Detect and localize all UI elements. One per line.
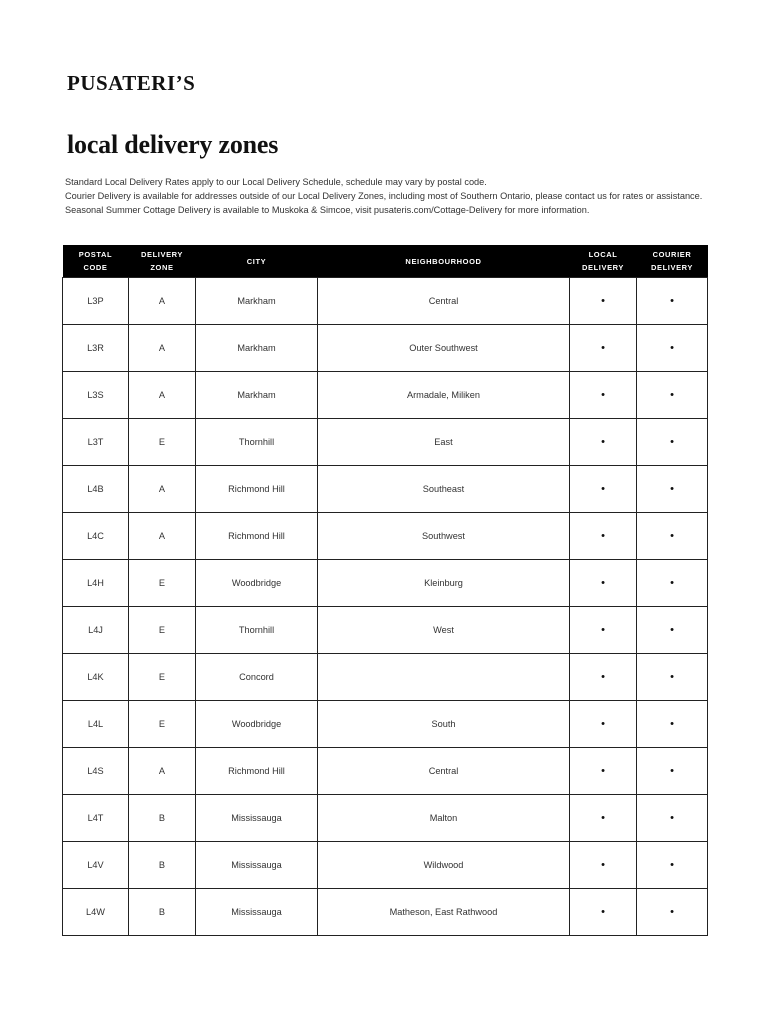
local-delivery-bullet-icon: • [570, 278, 637, 325]
postal-code-cell: L3R [63, 325, 129, 372]
city-cell: Richmond Hill [196, 513, 318, 560]
zone-cell: E [129, 607, 196, 654]
neighbourhood-cell: Armadale, Miliken [318, 372, 570, 419]
neighbourhood-cell: Matheson, East Rathwood [318, 889, 570, 936]
brand-logo: PUSATERI’S [67, 71, 196, 95]
intro-line-courier: Courier Delivery is available for addresses outside of our Local Delivery Zones, including most of Southern Ontario, please contact us for rates or assistance. [65, 191, 703, 201]
table-row [63, 560, 708, 607]
header-postal-code: POSTAL CODE [63, 245, 129, 278]
courier-delivery-bullet-icon: • [637, 513, 708, 560]
postal-code-cell: L4T [63, 795, 129, 842]
zone-cell: A [129, 372, 196, 419]
city-cell: Thornhill [196, 607, 318, 654]
postal-code-cell: L4V [63, 842, 129, 889]
city-cell: Mississauga [196, 889, 318, 936]
table-body [63, 278, 708, 936]
table-row [63, 889, 708, 936]
neighbourhood-cell: East [318, 419, 570, 466]
city-cell: Markham [196, 278, 318, 325]
courier-delivery-bullet-icon: • [637, 278, 708, 325]
local-delivery-bullet-icon: • [570, 372, 637, 419]
intro-text [65, 175, 755, 217]
postal-code-cell: L3T [63, 419, 129, 466]
courier-delivery-bullet-icon: • [637, 372, 708, 419]
zone-cell: A [129, 278, 196, 325]
neighbourhood-cell [318, 654, 570, 701]
header-delivery-zone: DELIVERY ZONE [129, 245, 196, 278]
header-neighbourhood: NEIGHBOURHOOD [318, 245, 570, 278]
table-row [63, 842, 708, 889]
postal-code-cell: L4C [63, 513, 129, 560]
courier-delivery-bullet-icon: • [637, 701, 708, 748]
zone-cell: B [129, 889, 196, 936]
courier-delivery-bullet-icon: • [637, 419, 708, 466]
city-cell: Woodbridge [196, 560, 318, 607]
postal-code-cell: L4L [63, 701, 129, 748]
neighbourhood-cell: West [318, 607, 570, 654]
neighbourhood-cell: Southeast [318, 466, 570, 513]
local-delivery-bullet-icon: • [570, 701, 637, 748]
page-title: local delivery zones [67, 130, 279, 159]
local-delivery-bullet-icon: • [570, 748, 637, 795]
table-row [63, 325, 708, 372]
city-cell: Woodbridge [196, 701, 318, 748]
table-row [63, 607, 708, 654]
neighbourhood-cell: Malton [318, 795, 570, 842]
courier-delivery-bullet-icon: • [637, 748, 708, 795]
zone-cell: E [129, 560, 196, 607]
local-delivery-bullet-icon: • [570, 560, 637, 607]
courier-delivery-bullet-icon: • [637, 466, 708, 513]
zone-cell: E [129, 654, 196, 701]
courier-delivery-bullet-icon: • [637, 560, 708, 607]
table-row [63, 278, 708, 325]
zone-cell: E [129, 701, 196, 748]
courier-delivery-bullet-icon: • [637, 842, 708, 889]
city-cell: Concord [196, 654, 318, 701]
table-row [63, 748, 708, 795]
zone-cell: A [129, 325, 196, 372]
local-delivery-bullet-icon: • [570, 842, 637, 889]
table-row [63, 701, 708, 748]
neighbourhood-cell: South [318, 701, 570, 748]
city-cell: Thornhill [196, 419, 318, 466]
header-city: CITY [196, 245, 318, 278]
courier-delivery-bullet-icon: • [637, 795, 708, 842]
postal-code-cell: L4B [63, 466, 129, 513]
header-courier-delivery: COURIER DELIVERY [637, 245, 708, 278]
zone-cell: B [129, 795, 196, 842]
table-header-row [63, 245, 708, 278]
local-delivery-bullet-icon: • [570, 607, 637, 654]
postal-code-cell: L3S [63, 372, 129, 419]
courier-delivery-bullet-icon: • [637, 607, 708, 654]
neighbourhood-cell: Wildwood [318, 842, 570, 889]
zone-cell: B [129, 842, 196, 889]
neighbourhood-cell: Kleinburg [318, 560, 570, 607]
neighbourhood-cell: Central [318, 278, 570, 325]
intro-line-cottage: Seasonal Summer Cottage Delivery is available to Muskoka & Simcoe, visit pusateris.com/Cottage-Delivery for more information. [65, 205, 590, 215]
table-row [63, 372, 708, 419]
table-row [63, 513, 708, 560]
neighbourhood-cell: Southwest [318, 513, 570, 560]
postal-code-cell: L4H [63, 560, 129, 607]
postal-code-cell: L4K [63, 654, 129, 701]
city-cell: Markham [196, 372, 318, 419]
table-row [63, 419, 708, 466]
table-row [63, 795, 708, 842]
local-delivery-bullet-icon: • [570, 889, 637, 936]
delivery-zones-table [62, 245, 708, 936]
postal-code-cell: L4S [63, 748, 129, 795]
city-cell: Mississauga [196, 795, 318, 842]
local-delivery-bullet-icon: • [570, 466, 637, 513]
city-cell: Markham [196, 325, 318, 372]
local-delivery-bullet-icon: • [570, 325, 637, 372]
header-local-delivery: LOCAL DELIVERY [570, 245, 637, 278]
city-cell: Richmond Hill [196, 466, 318, 513]
intro-line-standard-rates: Standard Local Delivery Rates apply to our Local Delivery Schedule, schedule may vary by postal code. [65, 177, 487, 187]
postal-code-cell: L3P [63, 278, 129, 325]
zone-cell: E [129, 419, 196, 466]
table-row [63, 466, 708, 513]
courier-delivery-bullet-icon: • [637, 654, 708, 701]
courier-delivery-bullet-icon: • [637, 325, 708, 372]
zone-cell: A [129, 513, 196, 560]
zone-cell: A [129, 466, 196, 513]
postal-code-cell: L4J [63, 607, 129, 654]
local-delivery-bullet-icon: • [570, 654, 637, 701]
city-cell: Mississauga [196, 842, 318, 889]
neighbourhood-cell: Central [318, 748, 570, 795]
local-delivery-bullet-icon: • [570, 419, 637, 466]
postal-code-cell: L4W [63, 889, 129, 936]
local-delivery-bullet-icon: • [570, 795, 637, 842]
local-delivery-bullet-icon: • [570, 513, 637, 560]
neighbourhood-cell: Outer Southwest [318, 325, 570, 372]
courier-delivery-bullet-icon: • [637, 889, 708, 936]
table-row [63, 654, 708, 701]
city-cell: Richmond Hill [196, 748, 318, 795]
zone-cell: A [129, 748, 196, 795]
